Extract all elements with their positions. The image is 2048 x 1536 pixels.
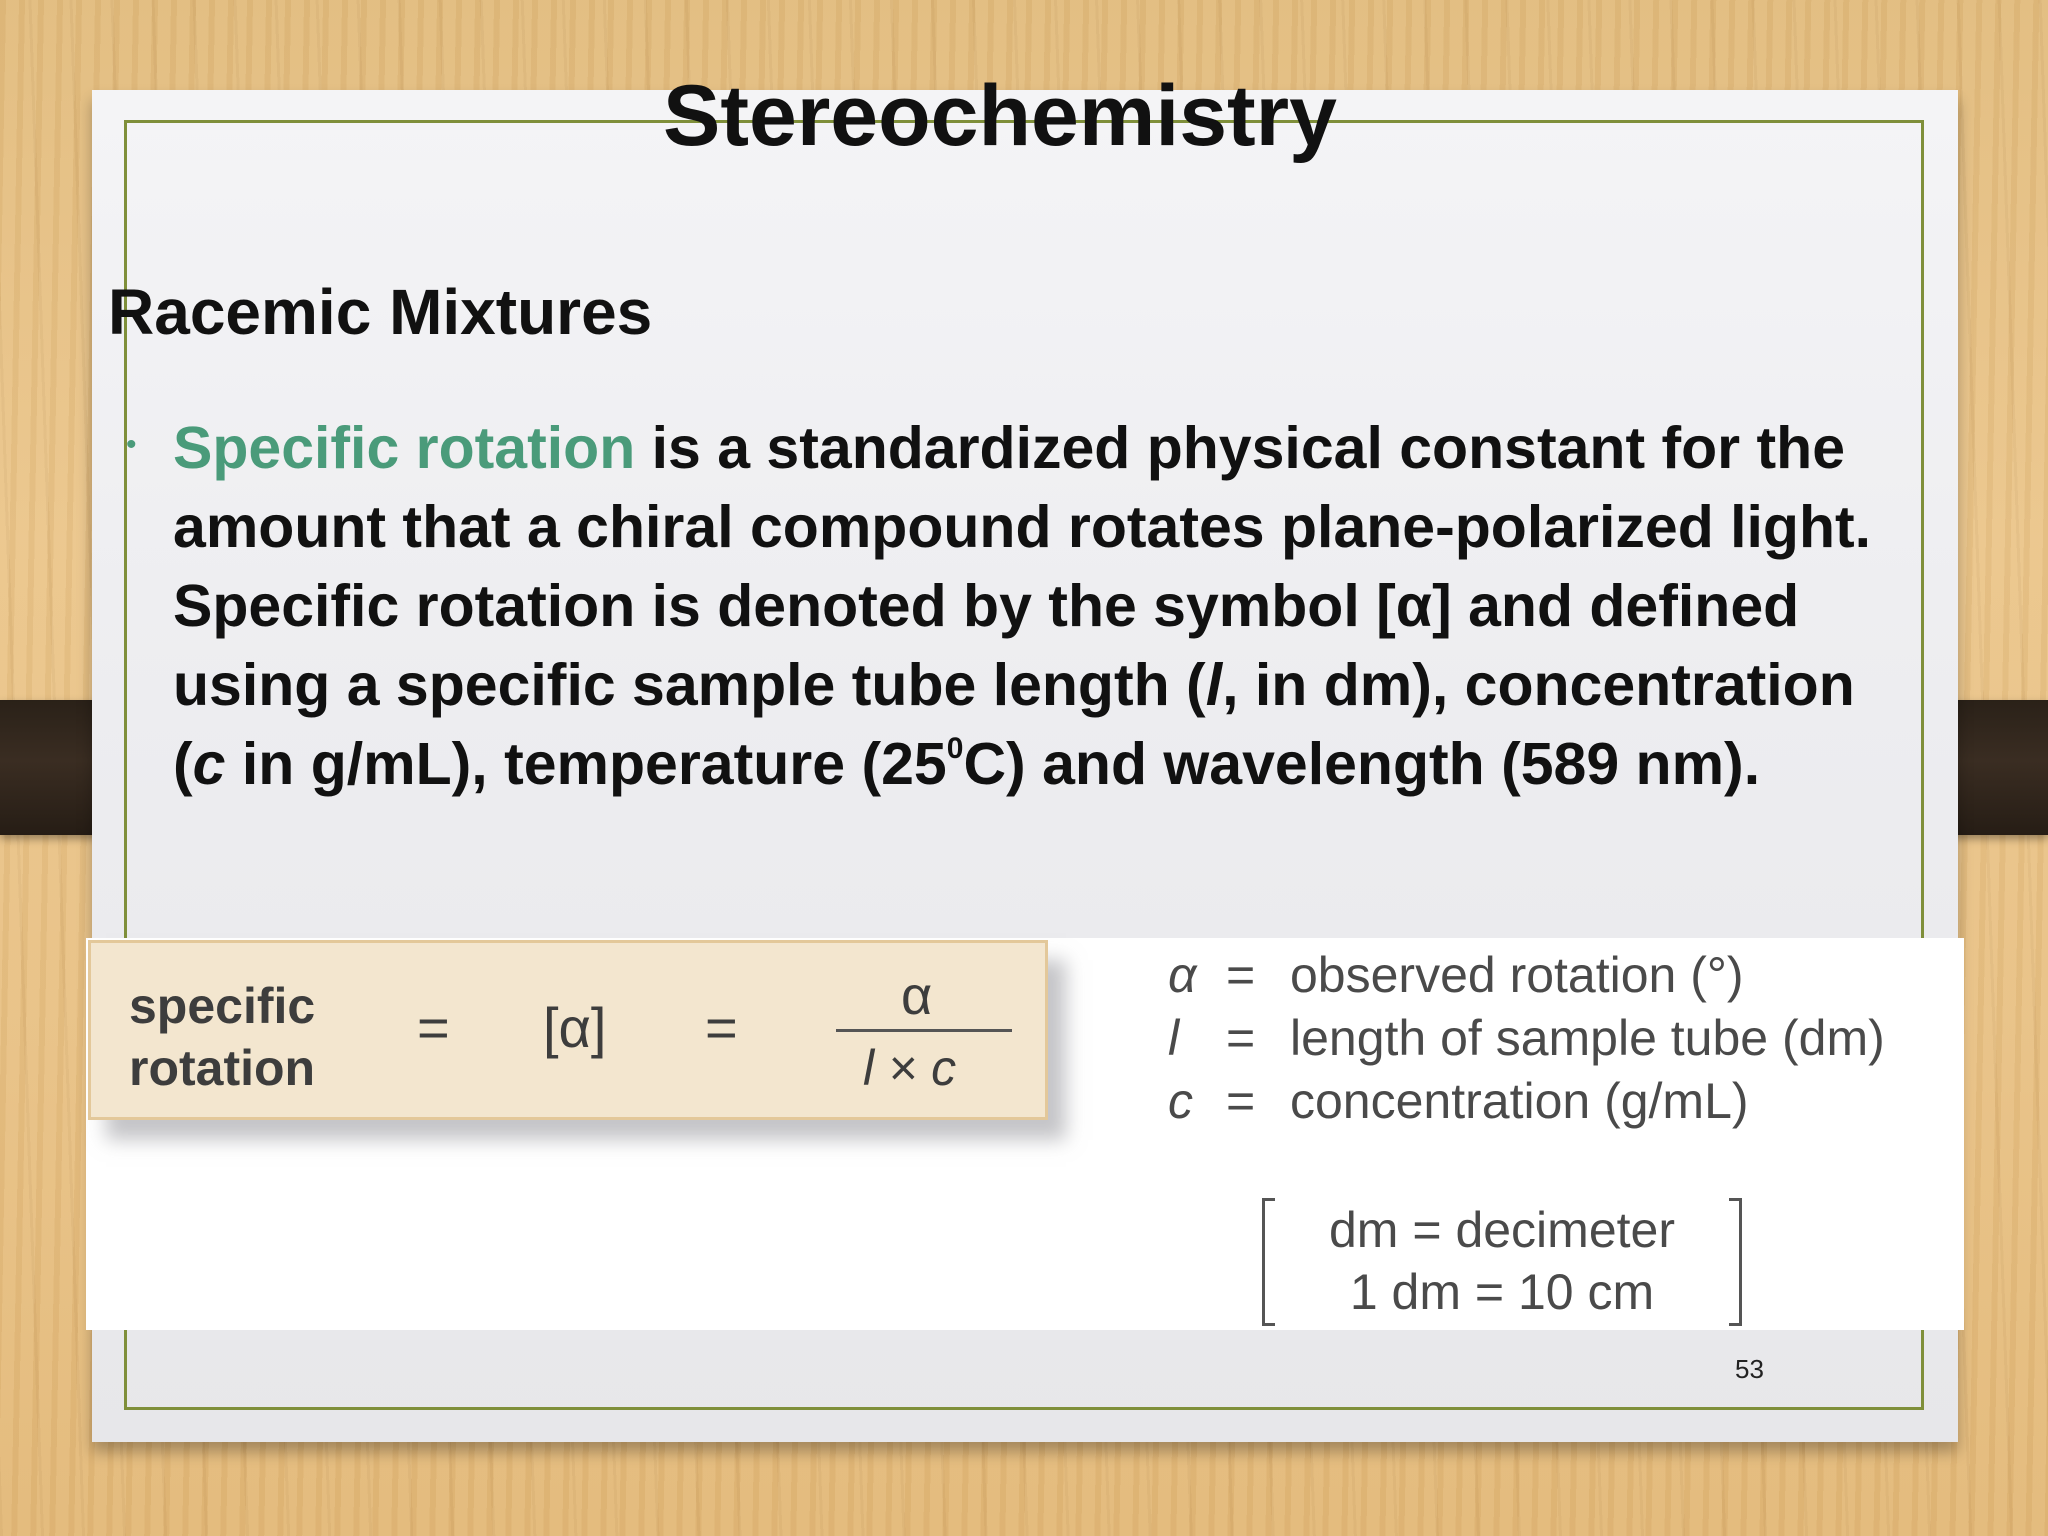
formula-bracket-alpha: [α] <box>543 996 607 1059</box>
formula-equals-1: = <box>417 996 450 1059</box>
variable-definitions <box>1168 944 1885 1133</box>
highlight-term: Specific rotation <box>173 415 636 481</box>
formula-label-line1: specific <box>129 978 316 1034</box>
definition-text: observed rotation (°) <box>1290 947 1744 1003</box>
slide-title: Stereochemistry <box>663 68 1337 164</box>
bullet-marker: • <box>126 428 137 461</box>
definition-symbol: α <box>1168 947 1197 1003</box>
unit-note-line1: dm = decimeter <box>1329 1202 1675 1258</box>
formula-label-line2: rotation <box>129 1040 316 1096</box>
definition-equals: = <box>1226 947 1256 1003</box>
bullet-text <box>173 409 1918 804</box>
definition-text: concentration (g/mL) <box>1290 1073 1749 1129</box>
degree-superscript: 0 <box>946 732 964 765</box>
fraction-bar <box>836 1029 1012 1032</box>
unit-note-line2: 1 dm = 10 cm <box>1349 1264 1655 1320</box>
page-number: 53 <box>1735 1354 1764 1384</box>
formula-denominator: l × c <box>863 1040 957 1096</box>
formula-equals-2: = <box>705 996 738 1059</box>
specific-rotation-formula <box>88 940 1048 1120</box>
alpha-symbol: α <box>1395 573 1433 639</box>
slide-subtitle: Racemic Mixtures <box>108 276 653 348</box>
definition-symbol: l <box>1168 1010 1180 1066</box>
formula-label <box>129 975 315 1099</box>
formula-numerator: α <box>901 966 933 1026</box>
bullet-text-part2: ] and defined using a specific sample tube length ( <box>173 573 1800 718</box>
definition-row <box>1168 1007 1885 1070</box>
definition-symbol: c <box>1168 1073 1193 1129</box>
l-symbol: l <box>1205 652 1223 718</box>
bullet-text-part3: , in dm), concentration ( <box>173 652 1855 797</box>
bullet-text-part4: in g/mL), temperature (25 <box>225 731 947 797</box>
bullet-text-part1: is a standardized physical constant for the amount that a chiral compound rotates plane-polarized light. Specific rotation is denoted by the symbol [ <box>173 415 1872 639</box>
definition-equals: = <box>1226 1010 1256 1066</box>
definition-row <box>1168 944 1885 1007</box>
definition-row <box>1168 1070 1885 1133</box>
definition-text: length of sample tube (dm) <box>1290 1010 1885 1066</box>
definition-equals: = <box>1226 1073 1256 1129</box>
c-symbol: c <box>192 731 226 797</box>
bullet-text-part5: C) and wavelength (589 nm). <box>963 731 1761 797</box>
unit-note-bracket <box>1262 1198 1742 1326</box>
